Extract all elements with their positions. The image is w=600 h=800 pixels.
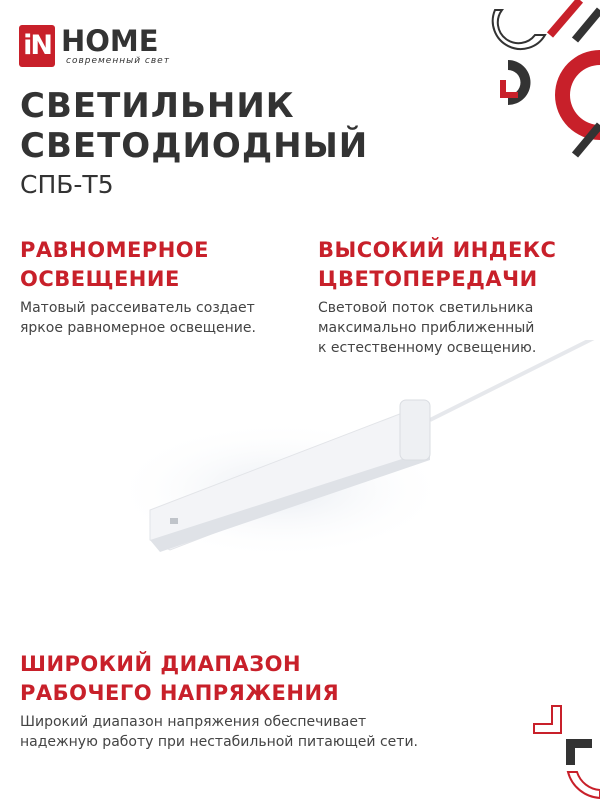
corner-decoration-icon — [500, 680, 600, 800]
text-line: надежную работу при нестабильной питающей сети. — [20, 734, 418, 750]
logo-tagline: современный свет — [66, 56, 170, 66]
logo-name: HOME — [61, 24, 159, 58]
text-line: яркое равномерное освещение. — [20, 320, 256, 336]
text-line: Матовый рассеиватель создает — [20, 300, 255, 316]
text-line: Световой поток светильника — [318, 300, 534, 316]
product-title-line1: СВЕТИЛЬНИК — [20, 86, 295, 126]
decorative-pattern-icon — [480, 0, 600, 170]
heading-line: РАВНОМЕРНОЕ — [20, 238, 209, 262]
heading-line: ЦВЕТОПЕРЕДАЧИ — [318, 267, 538, 291]
product-title-line2: СВЕТОДИОДНЫЙ — [20, 126, 369, 166]
feature-3-heading — [20, 650, 339, 708]
logo-badge: iN — [19, 25, 55, 67]
led-lamp-image — [130, 340, 600, 580]
text-line: максимально приближенный — [318, 320, 535, 336]
heading-line: ВЫСОКИЙ ИНДЕКС — [318, 238, 557, 262]
heading-line: ШИРОКИЙ ДИАПАЗОН — [20, 652, 302, 676]
text-line: Широкий диапазон напряжения обеспечивает — [20, 714, 367, 730]
heading-line: РАБОЧЕГО НАПРЯЖЕНИЯ — [20, 681, 340, 705]
text-line: к естественному освещению. — [318, 340, 537, 356]
feature-3-text — [20, 712, 418, 752]
feature-1-text — [20, 298, 256, 338]
feature-1-heading — [20, 236, 209, 294]
heading-line: ОСВЕЩЕНИЕ — [20, 267, 180, 291]
product-model: СПБ-Т5 — [20, 170, 114, 199]
feature-2-heading — [318, 236, 556, 294]
